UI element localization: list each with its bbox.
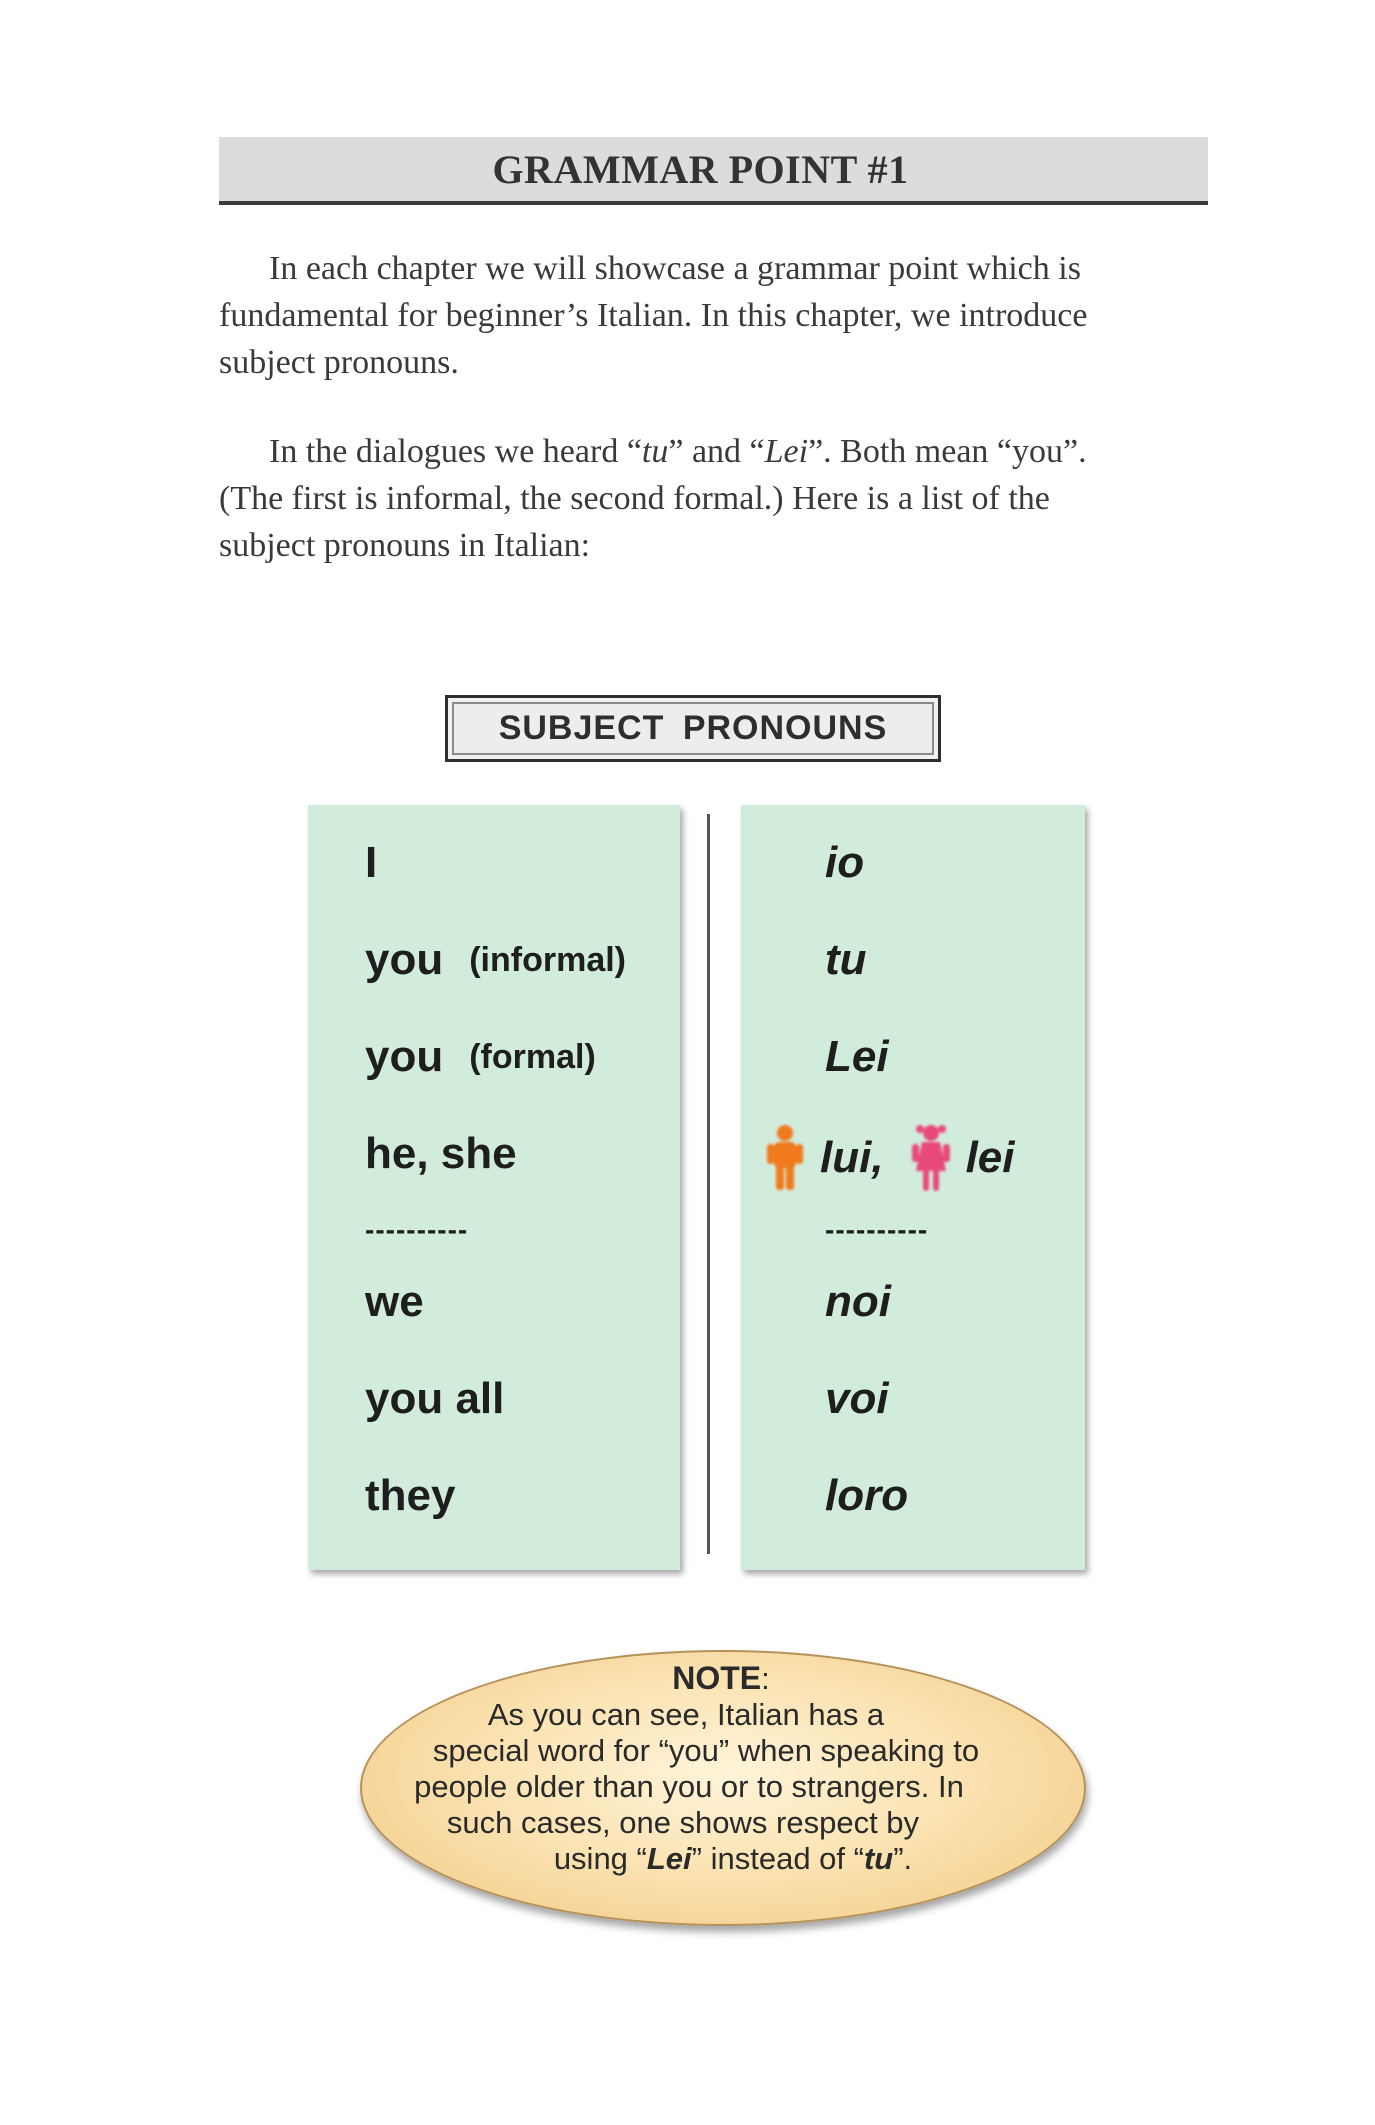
grammar-point-header — [219, 137, 1208, 205]
column-divider — [707, 814, 710, 1554]
note-title-line: NOTE: — [672, 1660, 770, 1696]
italian-pronoun-tu: tu — [825, 935, 867, 984]
pronoun-note: (formal) — [469, 1037, 596, 1076]
english-separator: ---------- — [365, 1214, 469, 1245]
lei-word: Lei — [646, 1841, 692, 1876]
italian-pronoun-voi: voi — [825, 1374, 889, 1423]
pronoun-note: (informal) — [469, 940, 627, 979]
english-pronoun-you-formal: you (formal) — [365, 1032, 596, 1081]
italian-pronoun-noi: noi — [825, 1277, 891, 1326]
note-title: NOTE — [672, 1660, 762, 1696]
english-pronoun-i: I — [365, 838, 378, 887]
english-pronoun-you-all: you all — [365, 1374, 505, 1423]
lei-word: lei — [965, 1133, 1015, 1182]
english-pronoun-you-informal: you (informal) — [365, 935, 627, 984]
intro-paragraph-2 — [219, 428, 1209, 569]
english-pronoun-he-she: he, she — [365, 1129, 517, 1178]
italian-pronoun-lei-formal: Lei — [825, 1032, 889, 1081]
intro-line: In the dialogues we heard “tu” and “Lei”. Both mean “you”. — [269, 433, 1087, 470]
note-line: using “Lei” instead of “tu”. — [553, 1841, 913, 1876]
italian-pronoun-lui-lei — [762, 1118, 1014, 1198]
female-figure-icon — [908, 1123, 954, 1193]
note-line: such cases, one shows respect by — [446, 1805, 920, 1840]
intro-line: (The first is informal, the second formal.) Here is a list of the — [219, 480, 1050, 517]
lei-word: Lei — [764, 433, 809, 470]
note-line: people older than you or to strangers. In — [414, 1769, 964, 1804]
subject-pronouns-title-box — [445, 695, 941, 762]
intro-line: In each chapter we will showcase a grammar point which is — [269, 250, 1081, 287]
note-line: As you can see, Italian has a — [487, 1697, 885, 1732]
section-title: SUBJECT PRONOUNS — [452, 702, 934, 755]
english-pronoun-they: they — [365, 1471, 456, 1520]
english-pronoun-we: we — [365, 1277, 424, 1326]
male-figure-icon — [762, 1123, 808, 1193]
page-title: GRAMMAR POINT #1 — [492, 146, 909, 192]
lui-word: lui, — [820, 1133, 884, 1182]
italian-separator: ---------- — [825, 1214, 929, 1245]
italian-pronoun-io: io — [825, 838, 865, 887]
intro-line: fundamental for beginner’s Italian. In this chapter, we introduce — [219, 297, 1088, 334]
english-pronouns-panel — [308, 805, 680, 1570]
note-line: special word for “you” when speaking to — [432, 1733, 980, 1768]
tu-word: tu — [863, 1841, 894, 1876]
italian-pronoun-loro: loro — [825, 1471, 909, 1520]
note-text — [360, 1660, 1082, 1877]
tu-word: tu — [641, 433, 669, 470]
intro-line: subject pronouns in Italian: — [219, 527, 591, 564]
intro-paragraph-1 — [219, 245, 1209, 386]
intro-line: subject pronouns. — [219, 344, 459, 381]
